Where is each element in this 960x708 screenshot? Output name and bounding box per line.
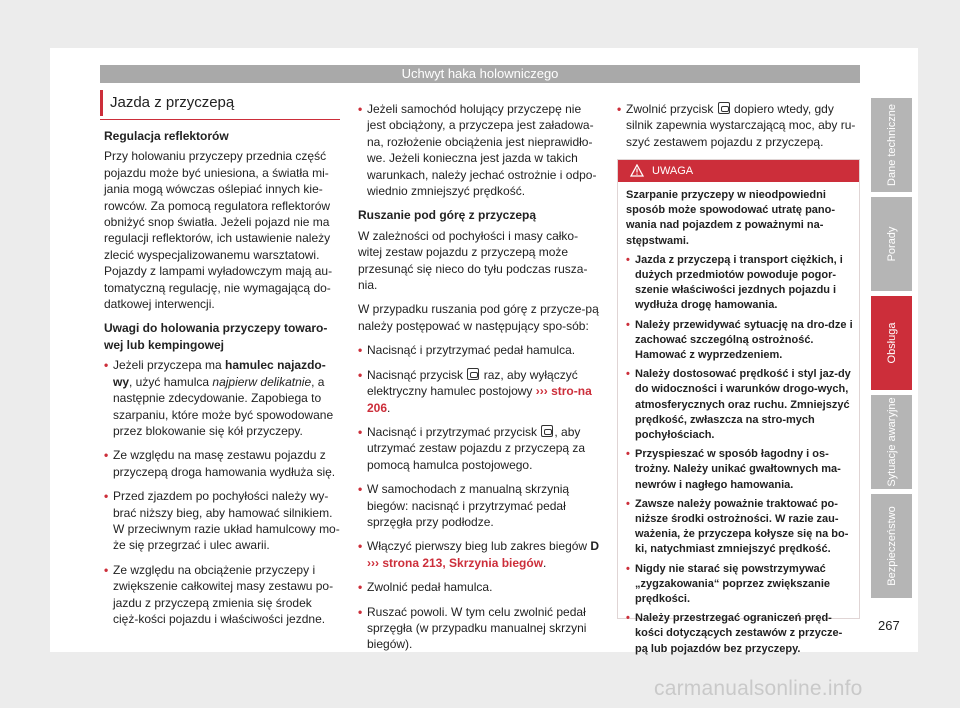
text: raz, aby wyłączyć elektryczny hamulec postojowy [367, 367, 578, 399]
tab-label: Porady [885, 226, 898, 262]
column-3 [617, 101, 859, 158]
text: Nacisnąć przycisk [367, 367, 467, 382]
list-item [617, 101, 859, 150]
warning-item: • Należy przewidywać sytuację na dro-dze i zachować szczególną ostrożność. Hamować z wyprzedzeniem. [626, 318, 853, 364]
text-bold: hamulec najazdo-wy [113, 358, 326, 389]
watermark: carmanualsonline.info [654, 677, 863, 700]
paragraph: W przypadku ruszania pod górę z przycze-pą należy postępować w następujący spo-sób: [358, 302, 599, 333]
warning-item: • Należy przestrzegać ograniczeń pręd-kości dotyczących zestawów z przycze-pą lub pojazdów bez przyczepy. [626, 611, 853, 657]
text: , aby utrzymać zestaw pojazdu z przyczepą za pomocą hamulca postojowego. [367, 424, 586, 472]
warning-item: • Zawsze należy poważnie traktować po-niższe środki ostrożności. W razie zau-ważenia, że przyczepa kołysze się na bo-ki, natychmiast zmniejszyć prędkość. [626, 497, 853, 558]
section-title: Jazda z przyczepą [110, 94, 235, 111]
warning-item: • Jazda z przyczepą i transport ciężkich, i dużych przedmiotów powoduje pogor-szenie właściwości jezdnych pojazdu i wydłuża drogę hamowania. [626, 253, 853, 314]
page-number: 267 [878, 618, 900, 633]
column-1 [104, 128, 340, 635]
list-item [358, 367, 602, 416]
list-item: • Jeżeli samochód holujący przyczepę nie jest obciążony, a przyczepa jest załadowa-na, rozłożenie obciążenia jest nieprawidło-we. Jeżeli konieczna jest jazda w takich warunkach, należy jechać ostrożnie i odpo-wiednio zmniejszyć prędkość. [358, 101, 602, 199]
page-link[interactable]: ››› stro-na 206 [367, 384, 592, 415]
text: , a następnie zdecydowanie. Zapobiega to szarpaniu, które może być spowodowane przez blokowanie się kół przyczepy. [113, 374, 334, 438]
list-item: • Przed zjazdem po pochyłości należy wy-brać niższy bieg, aby hamować silnikiem. W przeciwnym razie układ hamulcowy mo-że się przegrzać i ulec awarii. [104, 488, 340, 554]
warning-body [618, 182, 859, 657]
warning-box [617, 159, 860, 655]
column-2 [358, 101, 602, 661]
tab-bezpieczenstwo[interactable] [871, 494, 912, 598]
tab-porady[interactable] [871, 197, 912, 291]
parking-brake-button-icon [467, 368, 479, 380]
parking-brake-button-icon [718, 102, 730, 114]
list-item: • Nacisnąć i przytrzymać pedał hamulca. [358, 342, 602, 358]
tab-sytuacje-awaryjne[interactable] [871, 395, 912, 489]
list-item: • Ruszać powoli. W tym celu zwolnić pedał sprzęgła (w przypadku manualnej skrzyni biegów). [358, 604, 602, 653]
tab-obsluga[interactable] [871, 296, 912, 390]
warning-item: • Należy dostosować prędkość i styl jaz-dy do widoczności i warunków drogo-wych, atmosferycznych oraz ruchu. Zmniejszyć prędkość, zwłaszcza na stro-mych pochyłościach. [626, 367, 853, 443]
text: . [387, 400, 391, 415]
text: Jeżeli przyczepa ma [113, 358, 226, 373]
text: , użyć hamulca [129, 374, 213, 389]
warning-intro: Szarpanie przyczepy w nieodpowiedni sposób może spowodować utratę pano-wania nad pojazdem z poważnymi na-stępstwami. [626, 189, 836, 247]
warning-header [618, 160, 859, 182]
tab-label: Obsługa [885, 322, 898, 364]
title-rule [100, 119, 340, 120]
text: Zwolnić przycisk [626, 102, 717, 116]
paragraph: W zależności od pochyłości i masy całko-witej zestaw pojazdu z przyczepą może przesunąć się nieco do tyłu podczas rusza-nia. [358, 228, 588, 293]
warning-triangle-icon [630, 164, 644, 177]
header-title: Uchwyt haka holowniczego [100, 65, 860, 83]
warning-label: UWAGA [652, 165, 694, 177]
side-tabs [871, 98, 912, 603]
page-link[interactable]: ››› strona 213, Skrzynia biegów [367, 555, 544, 570]
list-item: • W samochodach z manualną skrzynią biegów: nacisnąć i przytrzymać pedał sprzęgła przy podłodze. [358, 481, 602, 530]
text-italic: najpierw delikatnie [212, 374, 312, 389]
list-item: • Zwolnić pedał hamulca. [358, 579, 602, 595]
gear-label: D [590, 539, 600, 554]
parking-brake-button-icon [541, 425, 553, 437]
text: Włączyć pierwszy bieg lub zakres biegów [367, 539, 591, 554]
tab-label: Bezpieczeństwo [885, 506, 898, 586]
heading-headlight: Regulacja reflektorów [104, 129, 229, 143]
tab-label: Sytuacje awaryjne [885, 397, 898, 487]
list-item [104, 357, 340, 439]
heading-uphill-start: Ruszanie pod górę z przyczepą [358, 208, 537, 223]
text: Nacisnąć i przytrzymać przycisk [367, 424, 541, 439]
heading-trailer-notes: Uwagi do holowania przyczepy towaro-wej lub kempingowej [104, 321, 328, 352]
list-item [358, 424, 602, 473]
list-item: • Ze względu na masę zestawu pojazdu z przyczepą droga hamowania wydłuża się. [104, 447, 340, 480]
text: dopiero wtedy, gdy silnik zapewnia wystarczającą moc, aby ru-szyć zestawem pojazdu z przyczepą. [626, 102, 856, 149]
list-item [358, 538, 602, 571]
paragraph: Przy holowaniu przyczepy przednia część pojazdu może być uniesiona, a światła mi-jania mogą wówczas oślepiać innych kie-rowców. Za pomocą regulatora reflektorów obniżyć snop światła. Jeżeli pojazd nie ma regulacji reflektorów, ich ustawienie należy zlecić wyspecjalizowanemu warsztatowi. Pojazdy z lampami wyładowczym mają au-tomatyczną regulację, nie wymagającą do-datkowej interwencji. [104, 149, 333, 312]
tab-dane-techniczne[interactable] [871, 98, 912, 192]
warning-item: • Przyspieszać w sposób łagodny i os-trożny. Należy unikać gwałtownych ma-newrów i nagłego hamowania. [626, 447, 853, 493]
text: . [543, 555, 547, 570]
tab-label: Dane techniczne [885, 104, 898, 186]
list-item: • Ze względu na obciążenie przyczepy i zwiększenie całkowitej masy zestawu po-jazdu z przyczepą zmienia się środek cięż-kości pojazdu i właściwości jezdne. [104, 562, 340, 628]
warning-item: • Nigdy nie starać się powstrzymywać „zygzakowania“ poprzez zwiększanie prędkości. [626, 562, 853, 608]
